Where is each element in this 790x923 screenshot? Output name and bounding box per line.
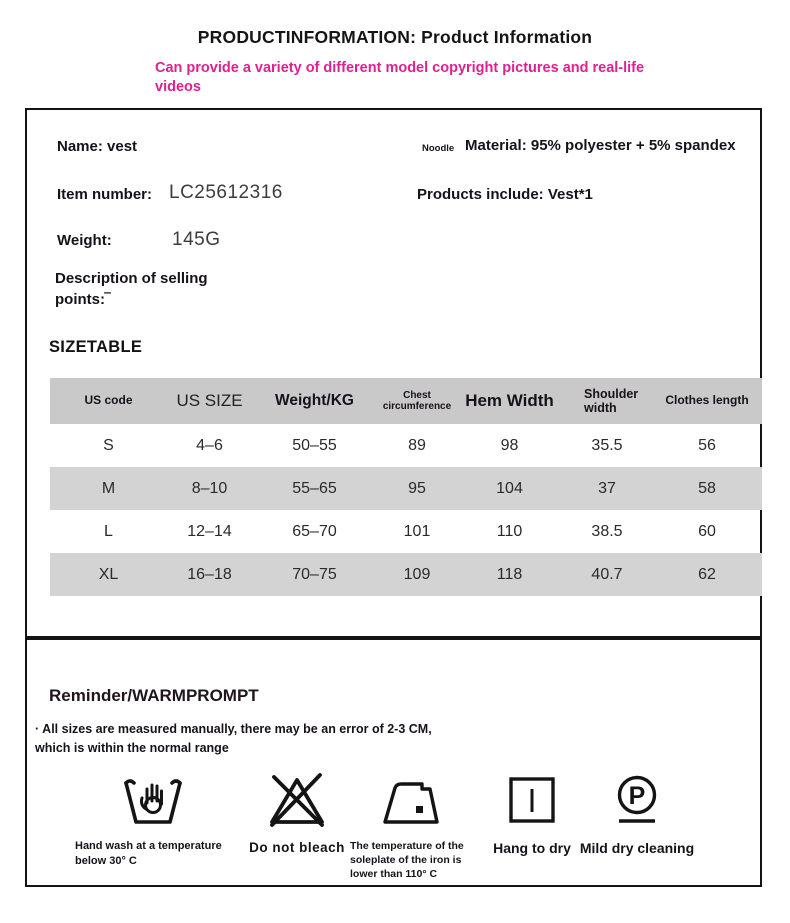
size-cell: 4–6 [196,436,223,454]
product-name: Name: vest [57,138,138,155]
care-label: Hang to dry [493,840,571,856]
iron-low-temperature-icon [381,770,441,830]
page-subtitle: Can provide a variety of different model copyright pictures and real-life videos [155,60,645,95]
product-info-panel [25,108,762,638]
size-table-header-row [50,378,762,424]
size-row-xl [50,553,762,596]
size-cell: 55–65 [292,479,337,497]
item-number-value: LC25612316 [169,182,283,203]
size-cell: 56 [698,436,716,454]
size-cell: 8–10 [191,479,228,497]
size-cell: 65–70 [292,522,337,540]
hand-wash-icon [123,770,183,830]
fabric-tag: Noodle [422,143,455,154]
size-cell: 104 [496,479,523,497]
size-cell: 89 [408,436,426,454]
size-row-s [50,424,762,467]
weight-value: 145G [172,229,221,250]
size-cell: 38.5 [591,522,623,540]
size-cell: 58 [698,479,716,497]
item-number-label: Item number: [57,186,153,203]
care-item-dry-cleaning [567,770,707,858]
size-cell: 110 [496,522,523,540]
size-cell: 50–55 [292,436,337,454]
reminder-heading: Reminder/WARMPROMPT [49,686,259,705]
size-cell: 12–14 [187,522,232,540]
care-label: The temperature of the soleplate of the iron is lower than 110° C [350,840,464,881]
reminder-panel [25,638,762,887]
col-header-us-size: US SIZE [176,391,243,411]
size-cell: XL [98,565,119,583]
svg-text:P: P [628,782,646,810]
page-title: PRODUCTINFORMATION: Product Information [197,27,593,47]
size-cell: 95 [408,479,426,497]
weight-label: Weight: [57,232,112,249]
care-item-hand-wash [75,770,230,869]
reminder-note: · All sizes are measured manually, there may be an error of 2-3 CM, which is within the normal range [35,722,432,756]
do-not-bleach-icon [267,770,327,830]
size-cell: M [101,479,116,497]
col-header-hem-width: Hem Width [465,391,554,411]
col-header-shoulder-width: Shoulder width [584,386,639,415]
care-label: Mild dry cleaning [579,840,695,856]
size-cell: 60 [698,522,716,540]
size-cell: S [103,436,114,454]
size-cell: 40.7 [591,565,623,583]
size-cell: 118 [496,565,523,583]
care-label: Hand wash at a temperature below 30° C [75,840,222,867]
care-item-do-not-bleach [242,770,352,857]
mild-dry-cleaning-icon [607,770,667,830]
size-cell: 70–75 [292,565,337,583]
size-cell: 98 [500,436,519,454]
size-row-l [50,510,762,553]
size-cell: 62 [698,565,716,583]
size-cell: 101 [403,522,431,540]
size-cell: L [104,522,113,540]
care-label: Do not bleach [249,840,345,855]
size-table-heading: SIZETABLE [49,338,143,356]
col-header-weight-kg: Weight/KG [275,392,354,410]
col-header-us-code: US code [84,393,133,408]
size-row-m [50,467,762,510]
size-cell: 109 [403,565,431,583]
selling-points-label: Description of selling points:‾ [55,270,208,308]
product-material: Material: 95% polyester + 5% spandex [465,137,736,154]
size-cell: 35.5 [591,436,623,454]
care-item-iron [347,770,475,882]
col-header-clothes-length: Clothes length [665,393,749,408]
products-include: Products include: Vest*1 [417,186,593,203]
size-table [50,378,762,596]
size-cell: 16–18 [187,565,232,583]
size-cell: 37 [598,479,616,497]
col-header-chest-circumference: Chest circumference [382,389,452,412]
hang-to-dry-icon [502,770,562,830]
